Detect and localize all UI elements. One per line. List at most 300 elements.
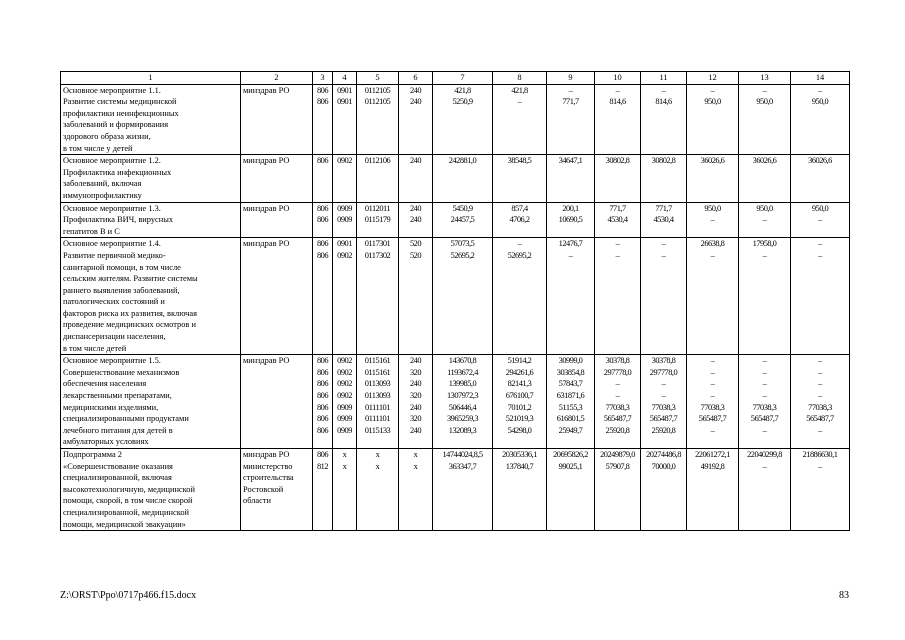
activity-name-line: патологических состояний и bbox=[63, 297, 165, 307]
column-header-11: 11 bbox=[641, 72, 687, 85]
activity-name-line: диспансеризации населения, bbox=[63, 332, 166, 342]
value: 0111101 bbox=[365, 402, 390, 412]
executor-line: минздрав РО bbox=[243, 450, 290, 459]
value-cell-col-6 bbox=[399, 238, 433, 355]
value: 70101,2 bbox=[507, 402, 532, 412]
activity-name-line: Совершенствование механизмов bbox=[63, 367, 180, 377]
table-row bbox=[61, 155, 850, 202]
value-cell-col-8 bbox=[493, 84, 547, 155]
value-cell-col-10 bbox=[595, 84, 641, 155]
value: 0113093 bbox=[364, 391, 391, 401]
value: 1307972,3 bbox=[446, 391, 479, 401]
activity-name-cell bbox=[61, 155, 241, 202]
value: 0902 bbox=[337, 250, 352, 260]
value: 36026,6 bbox=[752, 156, 777, 166]
column-header-5: 5 bbox=[357, 72, 399, 85]
value-cell-col-7 bbox=[433, 155, 493, 202]
value: 57073,5 bbox=[450, 239, 475, 249]
value-cell-col-12 bbox=[687, 202, 739, 238]
value-cell-col-12 bbox=[687, 238, 739, 355]
value: – bbox=[710, 379, 715, 389]
value: 0112106 bbox=[364, 156, 391, 166]
value: 771,7 bbox=[562, 97, 579, 107]
value: 0115133 bbox=[364, 425, 391, 435]
value: – bbox=[615, 250, 620, 260]
executor-line: минздрав РО bbox=[243, 239, 290, 249]
value: 520 bbox=[409, 250, 422, 260]
activity-name-line: Основное мероприятие 1.5. bbox=[63, 356, 161, 366]
value: 0113093 bbox=[364, 379, 391, 389]
value-cell-col-6 bbox=[399, 449, 433, 531]
value-cell-col-3 bbox=[313, 84, 333, 155]
value: 0902 bbox=[337, 379, 352, 389]
value: – bbox=[710, 367, 715, 377]
value-cell-col-6 bbox=[399, 355, 433, 449]
value: 303854,8 bbox=[556, 367, 585, 377]
value: 806 bbox=[316, 402, 329, 412]
value: – bbox=[818, 85, 822, 95]
value-cell-col-9 bbox=[547, 355, 595, 449]
activity-name-line: специализированной, включая bbox=[63, 473, 172, 483]
value: 240 bbox=[409, 425, 422, 435]
value-cell-col-10 bbox=[595, 155, 641, 202]
value-cell-col-10 bbox=[595, 238, 641, 355]
value: 200,1 bbox=[562, 203, 579, 213]
activity-name-cell bbox=[61, 238, 241, 355]
value: 36026,6 bbox=[808, 156, 832, 166]
value: 297778,0 bbox=[603, 367, 632, 377]
value: – bbox=[762, 356, 767, 366]
activity-name-cell bbox=[61, 84, 241, 155]
executor-line: министерство bbox=[243, 461, 293, 471]
activity-name-line: помощи, скорой, в том числе скорой bbox=[63, 496, 193, 506]
value: 51914,2 bbox=[507, 356, 532, 366]
value: 4530,4 bbox=[653, 215, 674, 225]
activity-name-line: Основное мероприятие 1.1. bbox=[63, 85, 161, 95]
value: 77038,3 bbox=[605, 402, 630, 412]
value-cell-col-14 bbox=[791, 84, 850, 155]
value-cell-col-10 bbox=[595, 202, 641, 238]
value-cell-col-4 bbox=[333, 84, 357, 155]
value: 132089,3 bbox=[448, 425, 477, 435]
value: 0117301 bbox=[364, 239, 391, 249]
executor-line: минздрав РО bbox=[243, 156, 290, 166]
value-cell-col-4 bbox=[333, 449, 357, 531]
activity-name-line: Профилактика ВИЧ, вирусных bbox=[63, 215, 174, 225]
activity-name-line: специализированными продуктами bbox=[63, 414, 189, 424]
value-cell-col-13 bbox=[739, 155, 791, 202]
value: – bbox=[710, 250, 715, 260]
value-cell-col-9 bbox=[547, 202, 595, 238]
value: 0901 bbox=[337, 97, 352, 107]
activity-name-line: Развитие первичной медико- bbox=[63, 250, 166, 260]
table-row bbox=[61, 202, 850, 238]
value-cell-col-14 bbox=[791, 155, 850, 202]
column-header-10: 10 bbox=[595, 72, 641, 85]
value-cell-col-5 bbox=[357, 155, 399, 202]
value-cell-col-11 bbox=[641, 155, 687, 202]
value: – bbox=[615, 391, 620, 401]
value: 0902 bbox=[337, 391, 352, 401]
value: – bbox=[568, 250, 573, 260]
value: 806 bbox=[316, 85, 329, 95]
value: 77038,3 bbox=[700, 402, 725, 412]
value: 1193672,4 bbox=[447, 367, 478, 377]
activity-name-line: в том числе у детей bbox=[63, 143, 133, 153]
activity-name-line: проведение медицинских осмотров и bbox=[63, 320, 196, 330]
column-header-13: 13 bbox=[739, 72, 791, 85]
value: 30378,8 bbox=[605, 356, 630, 366]
value: 0909 bbox=[337, 215, 352, 225]
value: – bbox=[818, 367, 822, 377]
value: 25920,8 bbox=[651, 425, 676, 435]
activity-name-line: обеспечения населения bbox=[63, 379, 147, 389]
value: – bbox=[762, 367, 767, 377]
value: 565487,7 bbox=[698, 414, 727, 424]
value: x bbox=[342, 450, 347, 459]
value: x bbox=[342, 461, 347, 471]
executor-cell bbox=[241, 155, 313, 202]
value: 240 bbox=[409, 402, 422, 412]
value-cell-col-3 bbox=[313, 155, 333, 202]
value: 320 bbox=[409, 391, 422, 401]
value: 806 bbox=[316, 367, 329, 377]
value: 0112011 bbox=[364, 203, 391, 213]
value: 240 bbox=[409, 97, 422, 107]
value: – bbox=[762, 85, 767, 95]
budget-table bbox=[60, 71, 850, 531]
value: 5450,9 bbox=[452, 203, 473, 213]
value-cell-col-5 bbox=[357, 202, 399, 238]
value: – bbox=[818, 425, 822, 435]
value: 77038,3 bbox=[808, 402, 832, 412]
value-cell-col-12 bbox=[687, 355, 739, 449]
value: 51155,3 bbox=[558, 402, 583, 412]
value-cell-col-5 bbox=[357, 449, 399, 531]
value: 30378,8 bbox=[651, 356, 676, 366]
value: 806 bbox=[316, 156, 329, 166]
value-cell-col-7 bbox=[433, 238, 493, 355]
value: 240 bbox=[409, 379, 422, 389]
value: 806 bbox=[316, 239, 329, 249]
value-cell-col-5 bbox=[357, 84, 399, 155]
value: 806 bbox=[316, 379, 329, 389]
table-row bbox=[61, 84, 850, 155]
value-cell-col-12 bbox=[687, 449, 739, 531]
value-cell-col-11 bbox=[641, 355, 687, 449]
value: 812 bbox=[316, 461, 329, 471]
value-cell-col-11 bbox=[641, 449, 687, 531]
value-cell-col-4 bbox=[333, 202, 357, 238]
value-cell-col-9 bbox=[547, 238, 595, 355]
value: 814,6 bbox=[655, 97, 672, 107]
executor-cell bbox=[241, 449, 313, 531]
value-cell-col-3 bbox=[313, 355, 333, 449]
value: 242881,0 bbox=[448, 156, 477, 166]
activity-name-line: «Совершенствование оказания bbox=[63, 461, 173, 471]
value: 20249879,0 bbox=[600, 450, 635, 459]
executor-line: строительства bbox=[243, 473, 294, 483]
value-cell-col-13 bbox=[739, 238, 791, 355]
value: 4706,2 bbox=[509, 215, 530, 225]
value: 240 bbox=[409, 156, 422, 166]
value: 57843,7 bbox=[558, 379, 583, 389]
value: 25949,7 bbox=[558, 425, 583, 435]
value-cell-col-12 bbox=[687, 155, 739, 202]
activity-name-line: гепатитов В и С bbox=[63, 226, 120, 236]
activity-name-line: заболеваний, включая bbox=[63, 179, 142, 189]
value: 0901 bbox=[337, 239, 352, 249]
value: – bbox=[710, 425, 715, 435]
value-cell-col-7 bbox=[433, 449, 493, 531]
activity-name-line: высокотехнологичную, медицинской bbox=[63, 484, 195, 494]
value: 565487,7 bbox=[750, 414, 779, 424]
value: 52695,2 bbox=[450, 250, 475, 260]
value: 70000,0 bbox=[651, 461, 676, 471]
value: – bbox=[818, 239, 822, 249]
table-row bbox=[61, 355, 850, 449]
value: 565487,7 bbox=[806, 414, 834, 424]
value: 616801,5 bbox=[556, 414, 585, 424]
value: 565487,7 bbox=[603, 414, 632, 424]
table-row bbox=[61, 238, 850, 355]
value: – bbox=[762, 379, 767, 389]
value-cell-col-4 bbox=[333, 155, 357, 202]
value: 0115179 bbox=[364, 215, 391, 225]
value: 20695826,2 bbox=[553, 450, 588, 459]
value: 14744024,8,5 bbox=[442, 450, 483, 459]
value-cell-col-13 bbox=[739, 449, 791, 531]
column-header-14: 14 bbox=[791, 72, 850, 85]
value-cell-col-6 bbox=[399, 202, 433, 238]
activity-name-line: иммунопрофилактику bbox=[63, 190, 142, 200]
table-row bbox=[61, 449, 850, 531]
value: 20274486,8 bbox=[646, 450, 681, 459]
table-body bbox=[61, 84, 850, 531]
value: 320 bbox=[409, 414, 422, 424]
value: – bbox=[615, 239, 620, 249]
value: – bbox=[517, 97, 522, 107]
value: 0112105 bbox=[364, 85, 391, 95]
value: 240 bbox=[409, 85, 422, 95]
value: 0112105 bbox=[364, 97, 391, 107]
value: – bbox=[762, 215, 767, 225]
value: 17958,0 bbox=[752, 239, 777, 249]
footer-page-number: 83 bbox=[839, 590, 849, 601]
table-header-row bbox=[61, 72, 850, 85]
value: 0909 bbox=[337, 414, 352, 424]
column-header-12: 12 bbox=[687, 72, 739, 85]
value: 320 bbox=[409, 367, 422, 377]
value: 857,4 bbox=[511, 203, 528, 213]
column-header-3: 3 bbox=[313, 72, 333, 85]
value: – bbox=[615, 379, 620, 389]
executor-cell bbox=[241, 202, 313, 238]
value: 38548,5 bbox=[507, 156, 532, 166]
value: – bbox=[615, 85, 620, 95]
column-header-2: 2 bbox=[241, 72, 313, 85]
value: 0902 bbox=[337, 356, 352, 366]
value: 21886630,1 bbox=[802, 450, 838, 459]
value: – bbox=[661, 379, 666, 389]
value: 0909 bbox=[337, 425, 352, 435]
value: 806 bbox=[316, 356, 329, 366]
value: – bbox=[762, 425, 767, 435]
value: – bbox=[661, 391, 666, 401]
value: 771,7 bbox=[609, 203, 626, 213]
activity-name-line: Основное мероприятие 1.3. bbox=[63, 203, 161, 213]
value: 34647,1 bbox=[558, 156, 583, 166]
value: – bbox=[568, 85, 573, 95]
value: 20305336,1 bbox=[502, 450, 537, 459]
activity-name-line: сельским жителям. Развитие системы bbox=[63, 274, 198, 284]
value: 25920,8 bbox=[605, 425, 630, 435]
executor-cell bbox=[241, 238, 313, 355]
value: 297778,0 bbox=[649, 367, 678, 377]
value: – bbox=[818, 215, 822, 225]
value: 950,0 bbox=[704, 203, 721, 213]
value: 240 bbox=[409, 215, 422, 225]
value: 950,0 bbox=[811, 97, 829, 107]
column-header-1: 1 bbox=[61, 72, 241, 85]
activity-name-line: Основное мероприятие 1.4. bbox=[63, 239, 161, 249]
activity-name-line: факторов риска их развития, включая bbox=[63, 308, 197, 318]
executor-line: минздрав РО bbox=[243, 356, 290, 366]
value: 294261,6 bbox=[505, 367, 534, 377]
value: 421,8 bbox=[454, 85, 471, 95]
value: – bbox=[762, 391, 767, 401]
value: 0115161 bbox=[364, 356, 391, 366]
value: 363347,7 bbox=[448, 461, 477, 471]
value: 240 bbox=[409, 203, 422, 213]
column-header-9: 9 bbox=[547, 72, 595, 85]
column-header-6: 6 bbox=[399, 72, 433, 85]
activity-name-line: профилактики неинфекционных bbox=[63, 108, 179, 118]
value: 0111101 bbox=[365, 414, 390, 424]
value: – bbox=[661, 250, 666, 260]
value: – bbox=[710, 85, 715, 95]
value-cell-col-10 bbox=[595, 449, 641, 531]
value: 806 bbox=[316, 97, 329, 107]
value-cell-col-7 bbox=[433, 84, 493, 155]
value: 806 bbox=[316, 250, 329, 260]
value-cell-col-3 bbox=[313, 238, 333, 355]
value: 631871,6 bbox=[556, 391, 585, 401]
activity-name-line: помощи, медицинской эвакуации» bbox=[63, 519, 186, 529]
value: 520 bbox=[409, 239, 422, 249]
value-cell-col-14 bbox=[791, 449, 850, 531]
value: 950,0 bbox=[756, 97, 773, 107]
executor-line: минздрав РО bbox=[243, 203, 290, 213]
value: 0902 bbox=[337, 367, 352, 377]
value-cell-col-9 bbox=[547, 84, 595, 155]
value: 49192,8 bbox=[700, 461, 725, 471]
value: 950,0 bbox=[704, 97, 721, 107]
value: 52695,2 bbox=[507, 250, 532, 260]
value-cell-col-13 bbox=[739, 84, 791, 155]
value: – bbox=[710, 391, 715, 401]
value: 506446,4 bbox=[448, 402, 477, 412]
value-cell-col-8 bbox=[493, 202, 547, 238]
activity-name-line: раннего выявления заболеваний, bbox=[63, 285, 180, 295]
executor-cell bbox=[241, 355, 313, 449]
value: 4530,4 bbox=[607, 215, 628, 225]
value-cell-col-8 bbox=[493, 155, 547, 202]
value-cell-col-5 bbox=[357, 355, 399, 449]
value: 950,0 bbox=[811, 203, 829, 213]
value: 10690,5 bbox=[558, 215, 583, 225]
activity-name-line: Развитие системы медицинской bbox=[63, 97, 177, 107]
value: – bbox=[818, 250, 822, 260]
value: 565487,7 bbox=[649, 414, 678, 424]
value: 806 bbox=[316, 391, 329, 401]
value: 30999,0 bbox=[558, 356, 583, 366]
value: – bbox=[818, 391, 822, 401]
value: – bbox=[710, 356, 715, 366]
value-cell-col-9 bbox=[547, 449, 595, 531]
value: 814,6 bbox=[609, 97, 626, 107]
column-header-7: 7 bbox=[433, 72, 493, 85]
value: 676100,7 bbox=[505, 391, 534, 401]
value-cell-col-4 bbox=[333, 355, 357, 449]
value: 30802,8 bbox=[605, 156, 630, 166]
activity-name-line: медицинскими изделиями, bbox=[63, 402, 159, 412]
value-cell-col-14 bbox=[791, 355, 850, 449]
value: 0909 bbox=[337, 203, 352, 213]
executor-line: Ростовской bbox=[243, 484, 284, 494]
value: – bbox=[762, 250, 767, 260]
value-cell-col-14 bbox=[791, 202, 850, 238]
activity-name-line: здорового образа жизни, bbox=[63, 131, 151, 141]
value: 12476,7 bbox=[558, 239, 583, 249]
value-cell-col-8 bbox=[493, 355, 547, 449]
footer-file-path: Z:\ORST\Ppo\0717p466.f15.docx bbox=[60, 590, 197, 601]
value: 806 bbox=[316, 425, 329, 435]
value: – bbox=[710, 215, 715, 225]
value: – bbox=[517, 239, 522, 249]
value-cell-col-6 bbox=[399, 155, 433, 202]
value: – bbox=[661, 85, 666, 95]
value-cell-col-3 bbox=[313, 449, 333, 531]
value-cell-col-14 bbox=[791, 238, 850, 355]
value: 5250,9 bbox=[452, 97, 473, 107]
value: – bbox=[762, 461, 767, 471]
value-cell-col-8 bbox=[493, 238, 547, 355]
activity-name-line: заболеваний и формирования bbox=[63, 120, 169, 130]
value-cell-col-8 bbox=[493, 449, 547, 531]
value-cell-col-3 bbox=[313, 202, 333, 238]
value-cell-col-11 bbox=[641, 84, 687, 155]
activity-name-cell bbox=[61, 202, 241, 238]
value: 806 bbox=[316, 203, 329, 213]
value: 240 bbox=[409, 356, 422, 366]
value-cell-col-10 bbox=[595, 355, 641, 449]
value: 54298,0 bbox=[507, 425, 532, 435]
value-cell-col-4 bbox=[333, 238, 357, 355]
value: 139985,0 bbox=[448, 379, 477, 389]
value: 0115161 bbox=[364, 367, 391, 377]
value: 771,7 bbox=[655, 203, 672, 213]
executor-line: минздрав РО bbox=[243, 85, 290, 95]
activity-name-line: Подпрограмма 2 bbox=[63, 450, 122, 459]
value: 806 bbox=[316, 215, 329, 225]
value: 0117302 bbox=[364, 250, 391, 260]
value: – bbox=[818, 379, 822, 389]
activity-name-cell bbox=[61, 355, 241, 449]
value: 57907,8 bbox=[605, 461, 630, 471]
activity-name-line: амбулаторных условиях bbox=[63, 437, 149, 447]
value: 3965259,3 bbox=[446, 414, 479, 424]
